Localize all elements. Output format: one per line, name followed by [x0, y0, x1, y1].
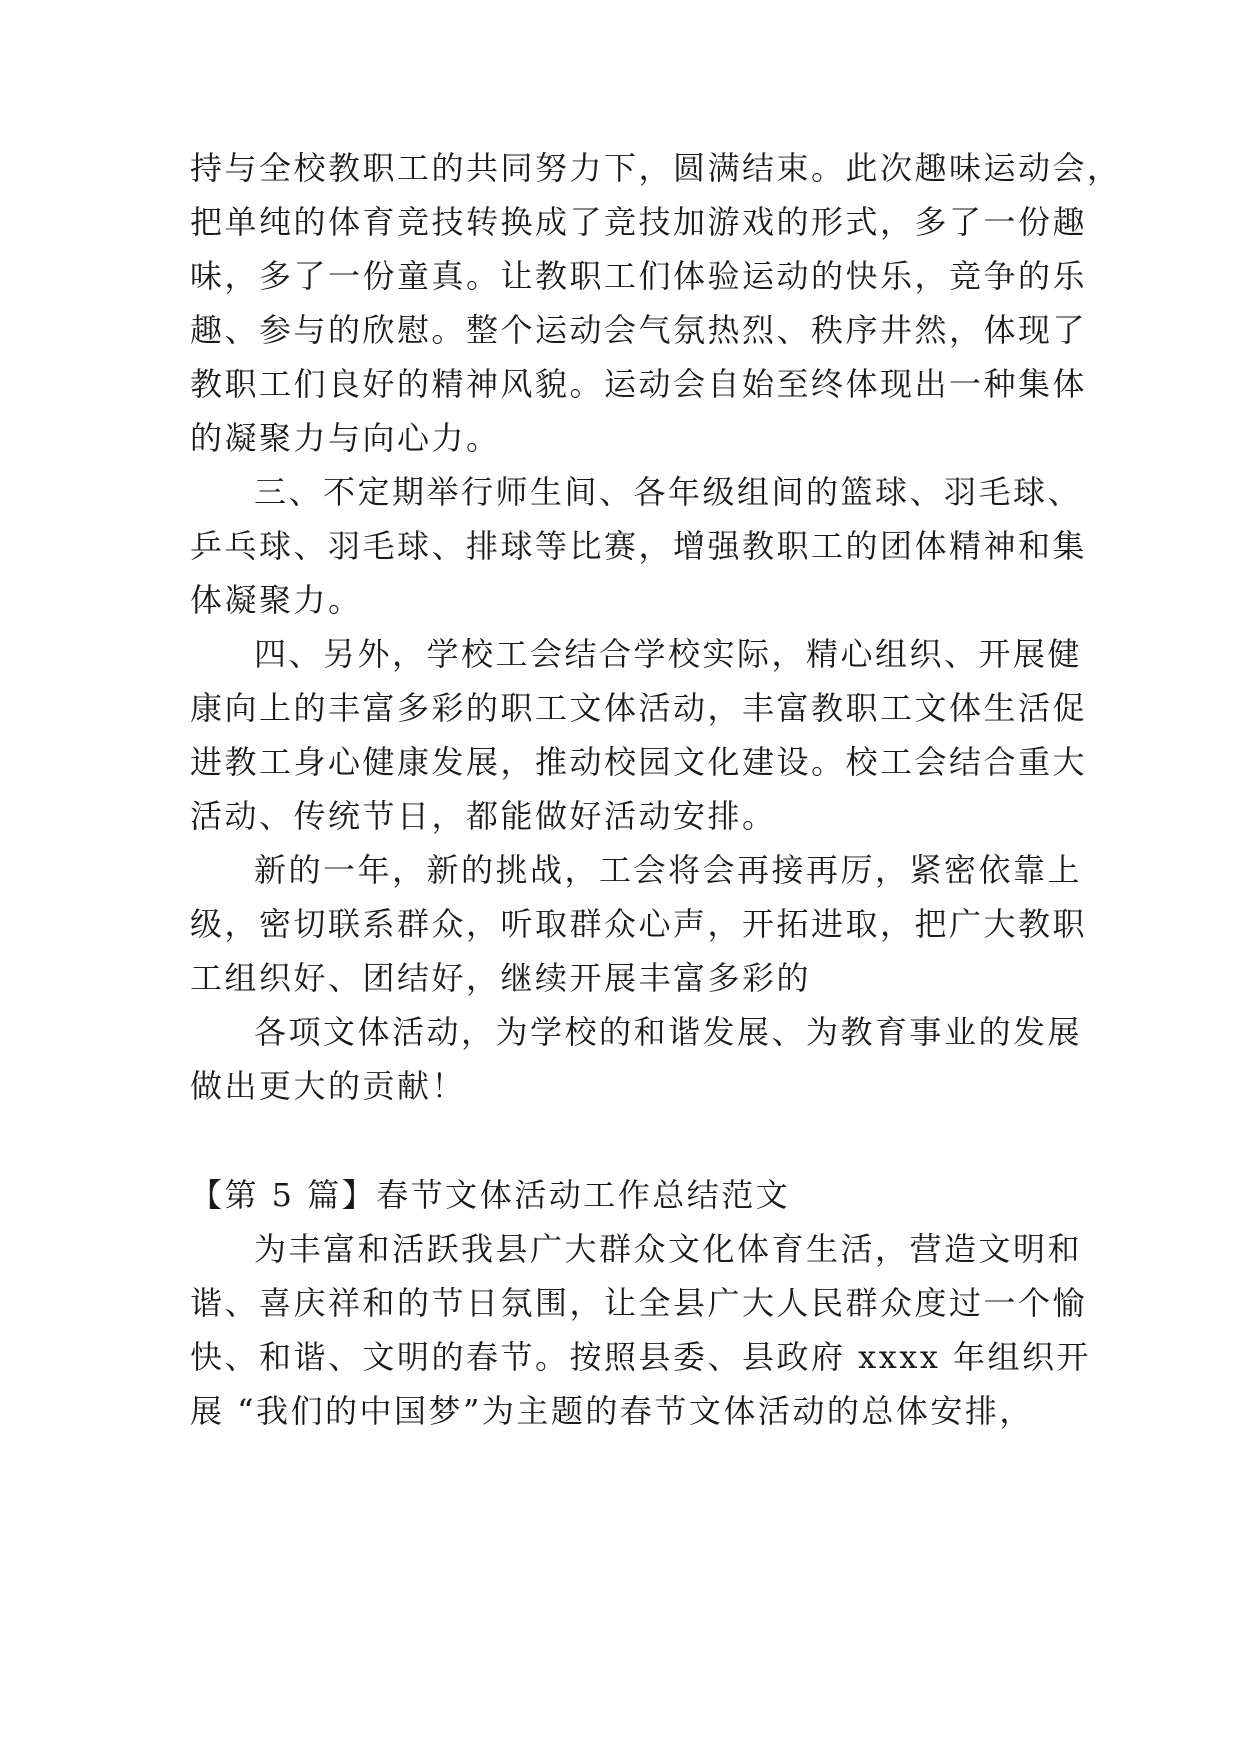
paragraph-line: 进教工身心健康发展，推动校园文化建设。校工会结合重大 [190, 743, 1088, 781]
paragraph-line: 谐、喜庆祥和的节日氛围，让全县广大人民群众度过一个愉 [190, 1284, 1088, 1322]
paragraph-line: 把单纯的体育竞技转换成了竞技加游戏的形式，多了一份趣 [190, 203, 1088, 241]
paragraph-line: 新的一年，新的挑战，工会将会再接再厉，紧密依靠上 [254, 851, 1083, 889]
paragraph-line: 四、另外，学校工会结合学校实际，精心组织、开展健 [254, 635, 1083, 673]
paragraph-line: 味，多了一份童真。让教职工们体验运动的快乐，竞争的乐 [190, 257, 1088, 295]
paragraph-line: 的凝聚力与向心力。 [190, 419, 501, 457]
paragraph-line: 各项文体活动，为学校的和谐发展、为教育事业的发展 [254, 1013, 1083, 1051]
paragraph-line: 做出更大的贡献！ [190, 1067, 467, 1105]
paragraph-line: 快、和谐、文明的春节。按照县委、县政府 xxxx 年组织开 [190, 1338, 1092, 1376]
paragraph-line: 三、不定期举行师生间、各年级组间的篮球、羽毛球、 [254, 473, 1083, 511]
paragraph-line: 教职工们良好的精神风貌。运动会自始至终体现出一种集体 [190, 365, 1088, 403]
paragraph-line: 展 “我们的中国梦”为主题的春节文体活动的总体安排， [190, 1392, 1034, 1430]
paragraph-line: 持与全校教职工的共同努力下，圆满结束。此次趣味运动会， [190, 149, 1122, 187]
paragraph-line: 活动、传统节日，都能做好活动安排。 [190, 797, 777, 835]
paragraph-line: 为丰富和活跃我县广大群众文化体育生活，营造文明和 [254, 1230, 1083, 1268]
paragraph-line: 体凝聚力。 [190, 581, 363, 619]
section-heading: 【第 5 篇】春节文体活动工作总结范文 [190, 1176, 791, 1214]
paragraph-line: 趣、参与的欣慰。整个运动会气氛热烈、秩序井然，体现了 [190, 311, 1088, 349]
paragraph-line: 工组织好、团结好，继续开展丰富多彩的 [190, 959, 812, 997]
paragraph-line: 乒乓球、羽毛球、排球等比赛，增强教职工的团体精神和集 [190, 527, 1088, 565]
paragraph-line: 康向上的丰富多彩的职工文体活动，丰富教职工文体生活促 [190, 689, 1088, 727]
paragraph-line: 级，密切联系群众，听取群众心声，开拓进取，把广大教职 [190, 905, 1088, 943]
